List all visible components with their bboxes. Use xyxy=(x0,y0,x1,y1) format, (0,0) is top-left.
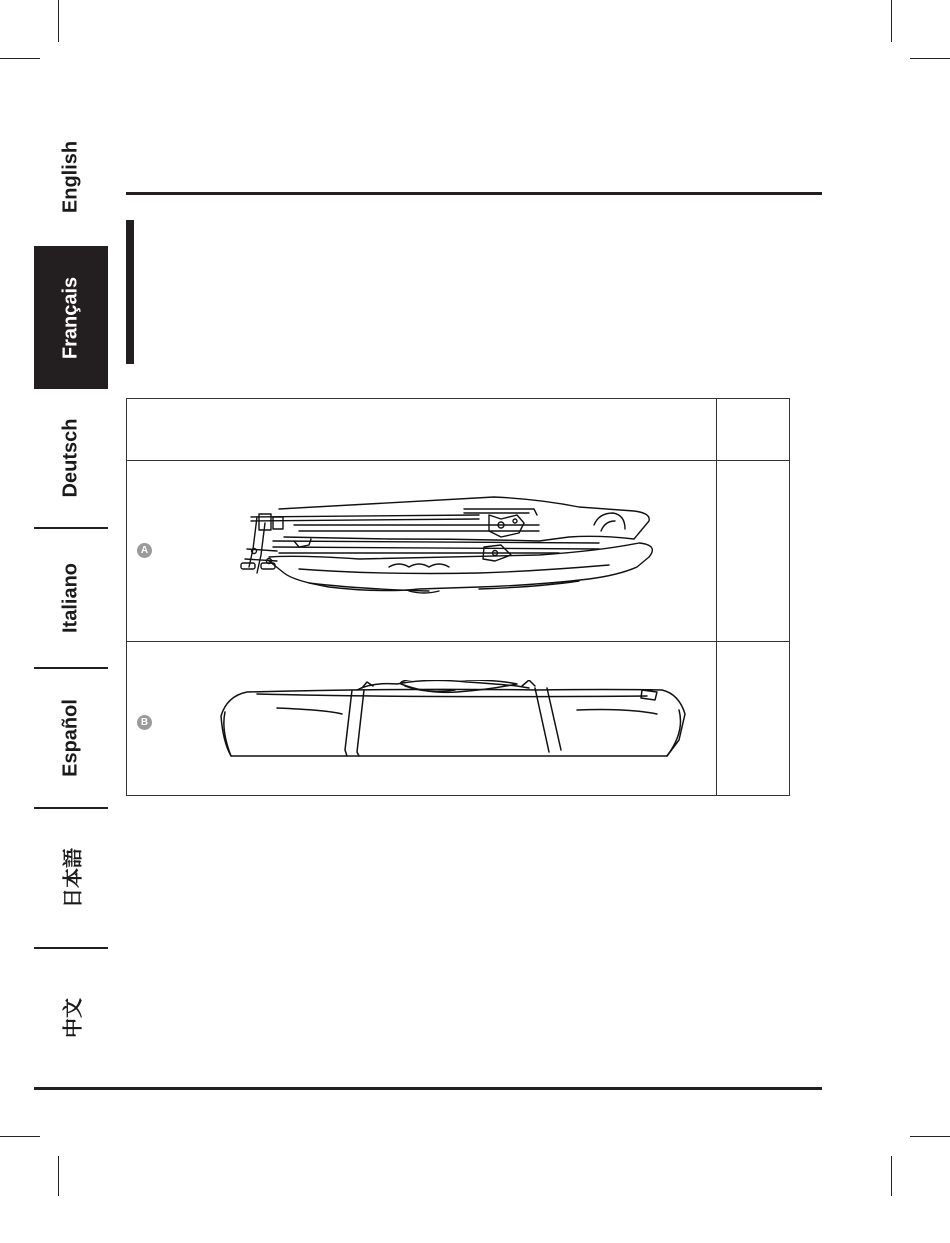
crop-mark xyxy=(910,1136,950,1137)
tab-francais[interactable] xyxy=(34,246,108,389)
table-header-cell xyxy=(127,399,717,461)
table-cell xyxy=(717,461,790,642)
tab-label: Français xyxy=(59,276,82,359)
table-cell xyxy=(127,642,717,796)
part-badge-a: A xyxy=(137,543,152,558)
footer-rule xyxy=(34,1087,822,1090)
tab-label: English xyxy=(59,140,82,214)
tab-italiano[interactable] xyxy=(34,529,108,667)
parts-table xyxy=(126,398,790,796)
table-row xyxy=(127,642,790,796)
crop-mark xyxy=(58,1156,59,1196)
tab-label: Italiano xyxy=(59,562,82,634)
crop-mark xyxy=(910,58,950,59)
tab-label: 中文 xyxy=(62,998,85,1038)
folded-cot-frame-icon xyxy=(239,489,679,619)
tab-chinese[interactable] xyxy=(34,949,108,1087)
table-row xyxy=(127,461,790,642)
tab-label: Español xyxy=(59,699,82,777)
tab-espanol[interactable] xyxy=(34,669,108,807)
table-header-row xyxy=(127,399,790,461)
table-cell xyxy=(717,642,790,796)
section-accent-bar xyxy=(126,220,134,364)
table-header-cell xyxy=(717,399,790,461)
crop-mark xyxy=(58,0,59,42)
tab-japanese[interactable] xyxy=(34,809,108,947)
tab-label: Deutsch xyxy=(59,418,82,498)
table-cell xyxy=(127,461,717,642)
crop-mark xyxy=(0,1136,40,1137)
carry-bag-icon xyxy=(217,680,687,770)
tab-deutsch[interactable] xyxy=(34,389,108,527)
tab-label: 日本語 xyxy=(62,848,85,908)
part-badge-b: B xyxy=(137,715,152,730)
header-rule xyxy=(126,192,822,195)
crop-mark xyxy=(891,1156,892,1196)
crop-mark xyxy=(0,58,40,59)
crop-mark xyxy=(891,0,892,42)
tab-english[interactable] xyxy=(34,108,108,246)
